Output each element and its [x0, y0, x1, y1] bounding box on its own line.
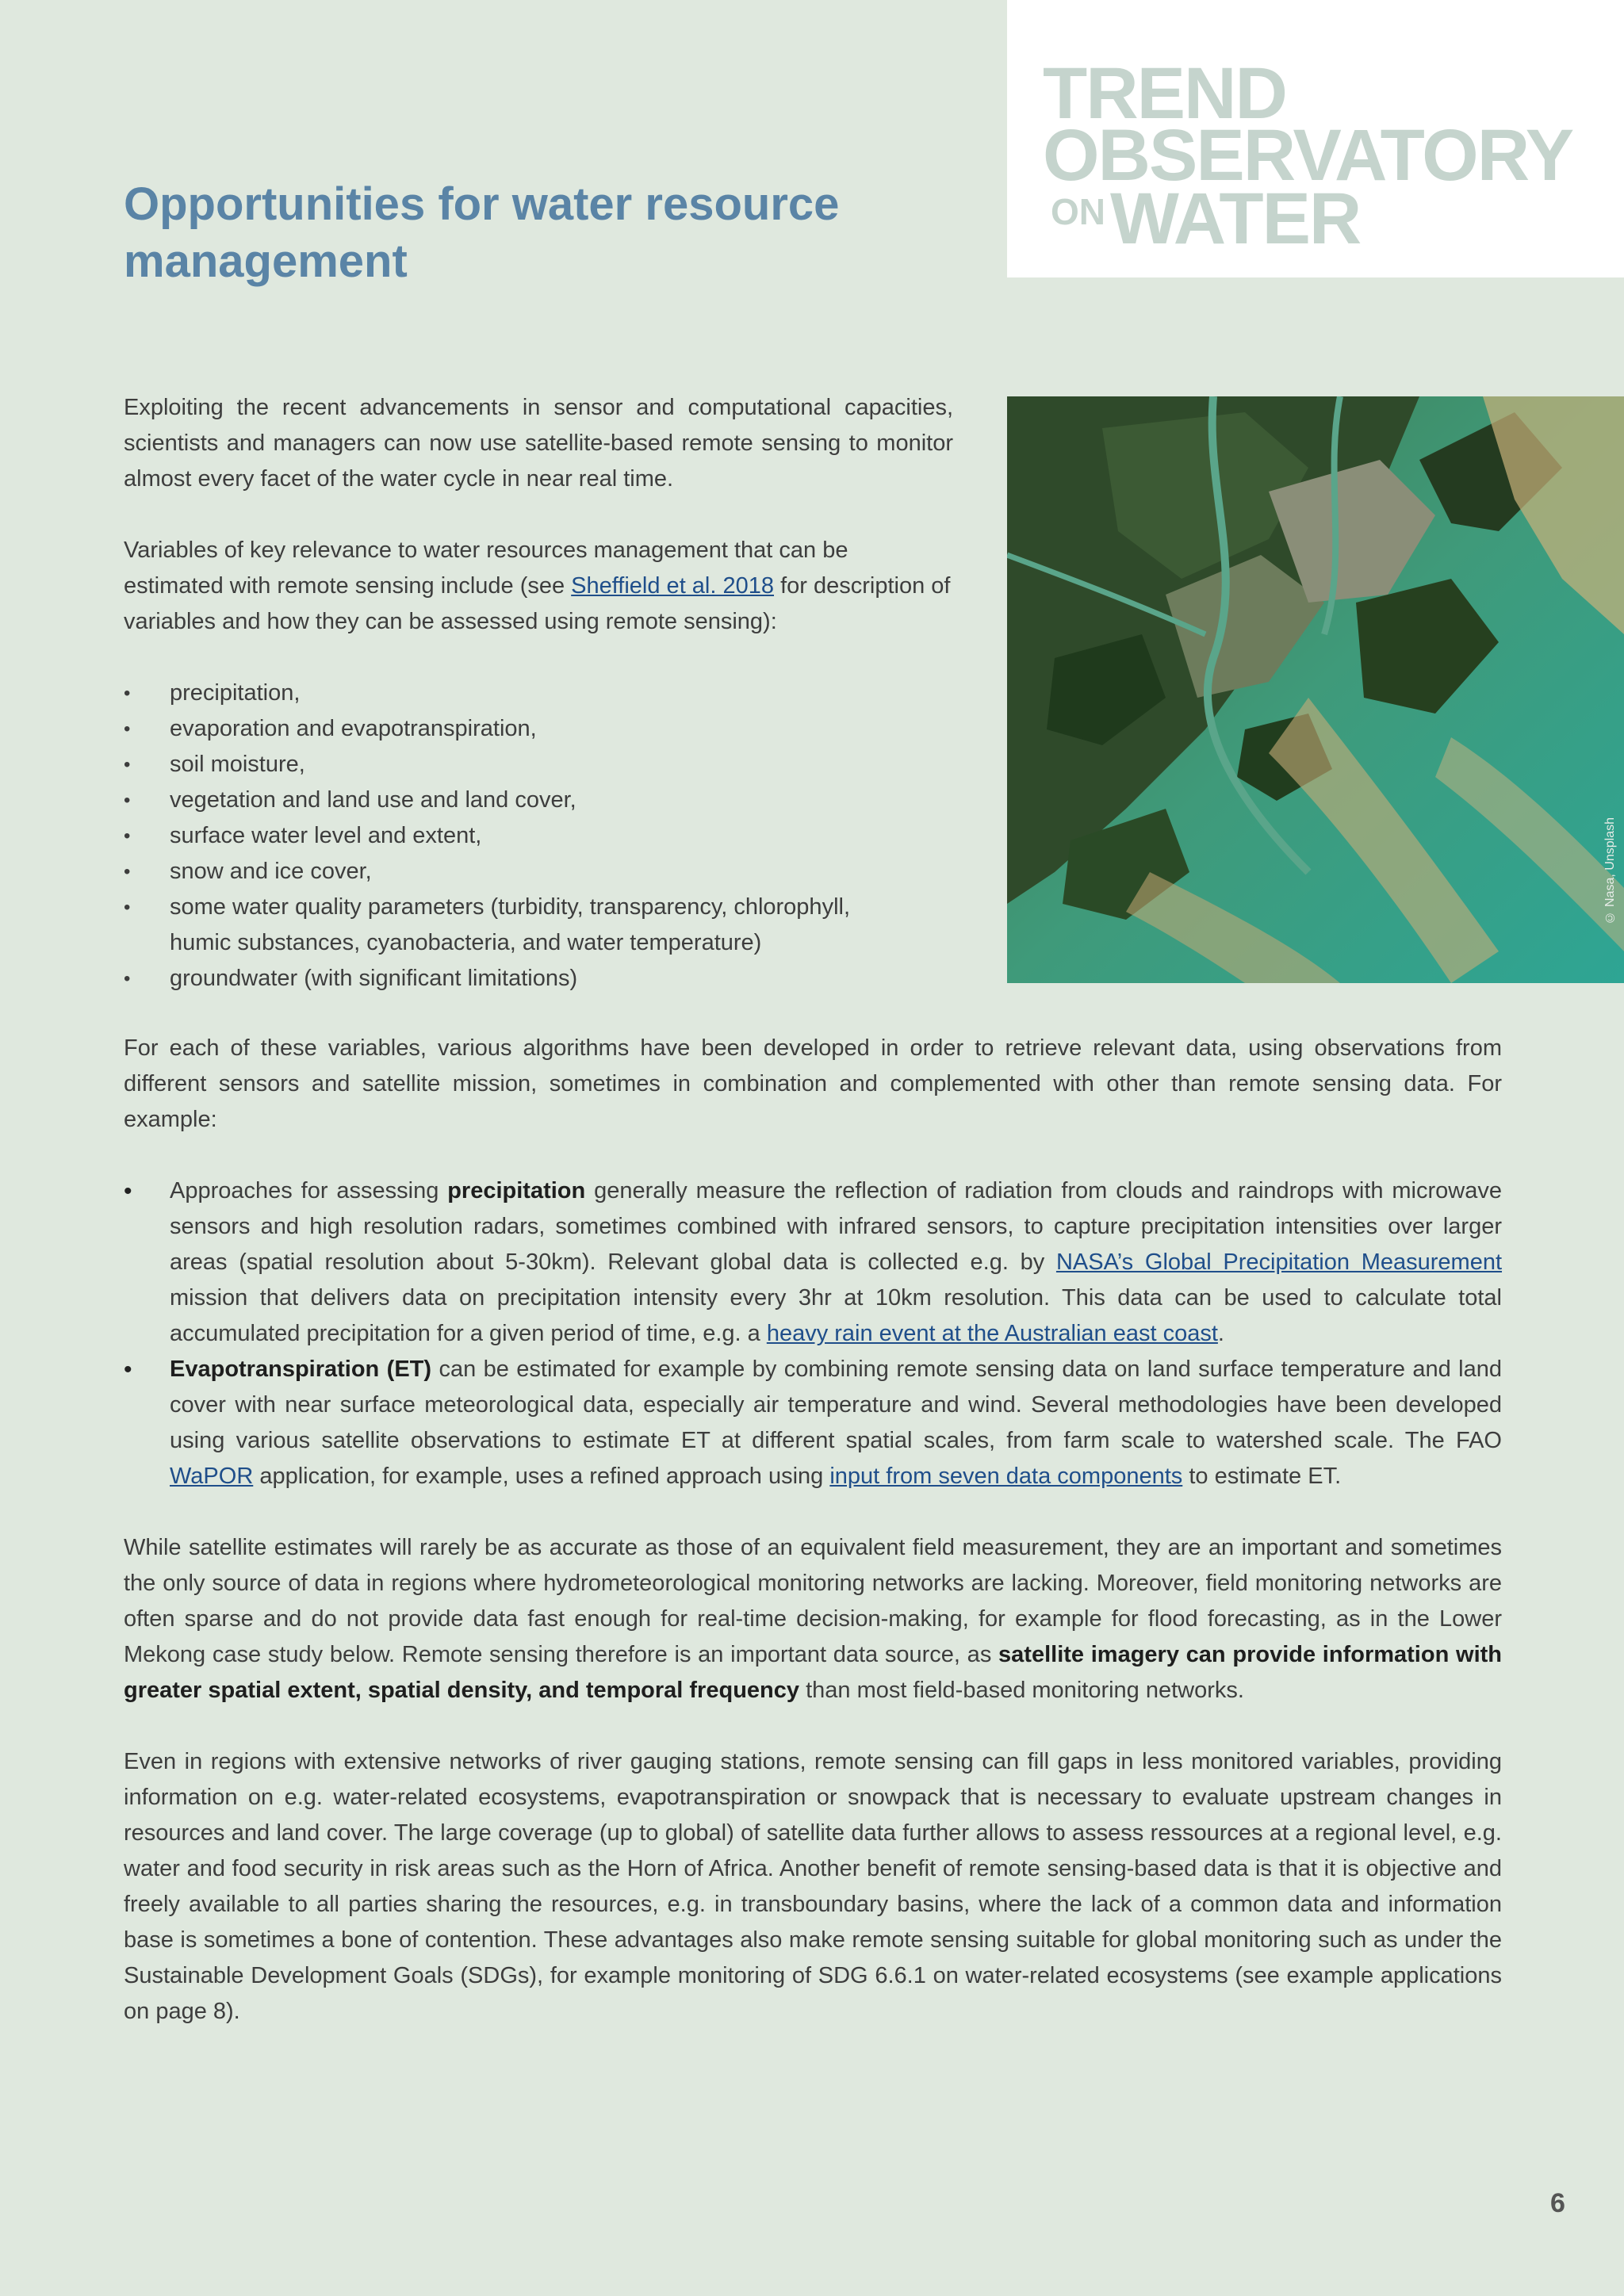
satellite-paragraph: While satellite estimates will rarely be as accurate as those of an equivalent field measurement, they are an important and sometimes the only source of data in regions where hydrometeorological monitoring networks are lacking. Moreover, field monitoring networks are often sparse and do not provide data fast enough for real-time decision-making, for example for flood forecasting, as in the Lower Mekong case study below. Remote sensing therefore is an important data source, as satellite imagery can provide information with greater spatial extent, spatial density, and temporal frequency than most field-based monitoring networks.: [124, 1535, 1502, 1703]
list-item: • evaporation and evapotranspiration,: [124, 711, 953, 747]
body-section: [124, 1031, 1502, 2030]
algorithms-paragraph: For each of these variables, various algorithms have been developed in order to retrieve relevant data, using observations from different sensors and satellite mission, sometimes in combination and complemented with other than remote sensing data. For example:: [124, 1035, 1502, 1132]
gauging-paragraph: Even in regions with extensive networks of river gauging stations, remote sensing can fill gaps in less monitored variables, providing information on e.g. water-related ecosystems, evapotranspiration or snowpack that is necessary to evaluate upstream changes in resources and land cover. The large coverage (up to global) of satellite data further allows to assess ressources at a regional level, e.g. water and food security in risk areas such as the Horn of Africa. Another benefit of remote sensing-based data is that it is objective and freely available to all parties sharing the resources, e.g. in transboundary basins, where the lack of a common data and information base is sometimes a bone of contention. These advantages also make remote sensing suitable for global monitoring such as under the Sustainable Development Goals (SDGs), for example monitoring of SDG 6.6.1 on water-related ecosystems (see example applications on page 8).: [124, 1749, 1502, 2024]
list-item: • precipitation,: [124, 675, 953, 711]
precipitation-example: • Approaches for assessing precipitation generally measure the reflection of radiation from clouds and raindrops with microwave sensors and high resolution radars, sometimes combined with infrared sensors, to capture precipitation intensities over larger areas (spatial resolution about 5-30km). Relevant global data is collected e.g. by NASA’s Global Precipitation Measurement mission that delivers data on precipitation intensity every 3hr at 10km resolution. This data can be used to calculate total accumulated precipitation for a given period of time, e.g. a heavy rain event at the Australian east coast.: [124, 1173, 1502, 1352]
photo-credit: © Nasa, Unsplash: [1603, 817, 1617, 924]
variables-list: [124, 675, 953, 997]
intro-section: [124, 390, 953, 997]
logo-line-water: WATER: [1110, 178, 1361, 259]
list-item: • soil moisture,: [124, 747, 953, 783]
logo: [1007, 0, 1624, 277]
logo-line-observatory: OBSERVATORY: [1043, 115, 1573, 196]
logo-line-trend: TREND: [1043, 53, 1286, 134]
intro-paragraph-1: Exploiting the recent advancements in sensor and computational capacities, scientists and managers can now use satellite-based remote sensing to monitor almost every facet of the water cycle in near real time.: [124, 395, 953, 492]
gpm-link[interactable]: NASA’s Global Precipitation Measurement: [1055, 1249, 1503, 1275]
et-example: • Evapotranspiration (ET) can be estimated for example by combining remote sensing data on land surface temperature and land cover with near surface meteorological data, especially air temperature and wind. Several methodologies have been developed using various satellite observations to estimate ET at different spatial scales, from farm scale to watershed scale. The FAO WaPOR application, for example, uses a refined approach using input from seven data components to estimate ET.: [124, 1352, 1502, 1494]
list-item: • vegetation and land use and land cover,: [124, 783, 953, 818]
page-number: 6: [1550, 2188, 1565, 2218]
data-components-link[interactable]: input from seven data components: [829, 1464, 1183, 1489]
examples-list: [124, 1173, 1502, 1494]
satellite-photo: [1007, 396, 1624, 983]
logo-on: ON: [1051, 191, 1105, 232]
list-item: • some water quality parameters (turbidity, transparency, chlorophyll, humic substances, cyanobacteria, and water temperature): [124, 890, 953, 961]
heavy-rain-link[interactable]: heavy rain event at the Australian east coast: [766, 1321, 1218, 1346]
list-item: • snow and ice cover,: [124, 854, 953, 890]
list-item: • groundwater (with significant limitations): [124, 961, 953, 997]
wapor-link[interactable]: WaPOR: [170, 1464, 254, 1489]
sheffield-link[interactable]: Sheffield et al. 2018: [571, 573, 775, 599]
delta-image-icon: [1007, 396, 1624, 983]
intro-paragraph-2: Variables of key relevance to water resources management that can be estimated with remote sensing include (see Sheffield et al. 2018 for description of variables and how they can be assessed using remote sensing):: [124, 538, 951, 634]
page-title: Opportunities for water resource management: [124, 178, 840, 287]
list-item: • surface water level and extent,: [124, 818, 953, 854]
